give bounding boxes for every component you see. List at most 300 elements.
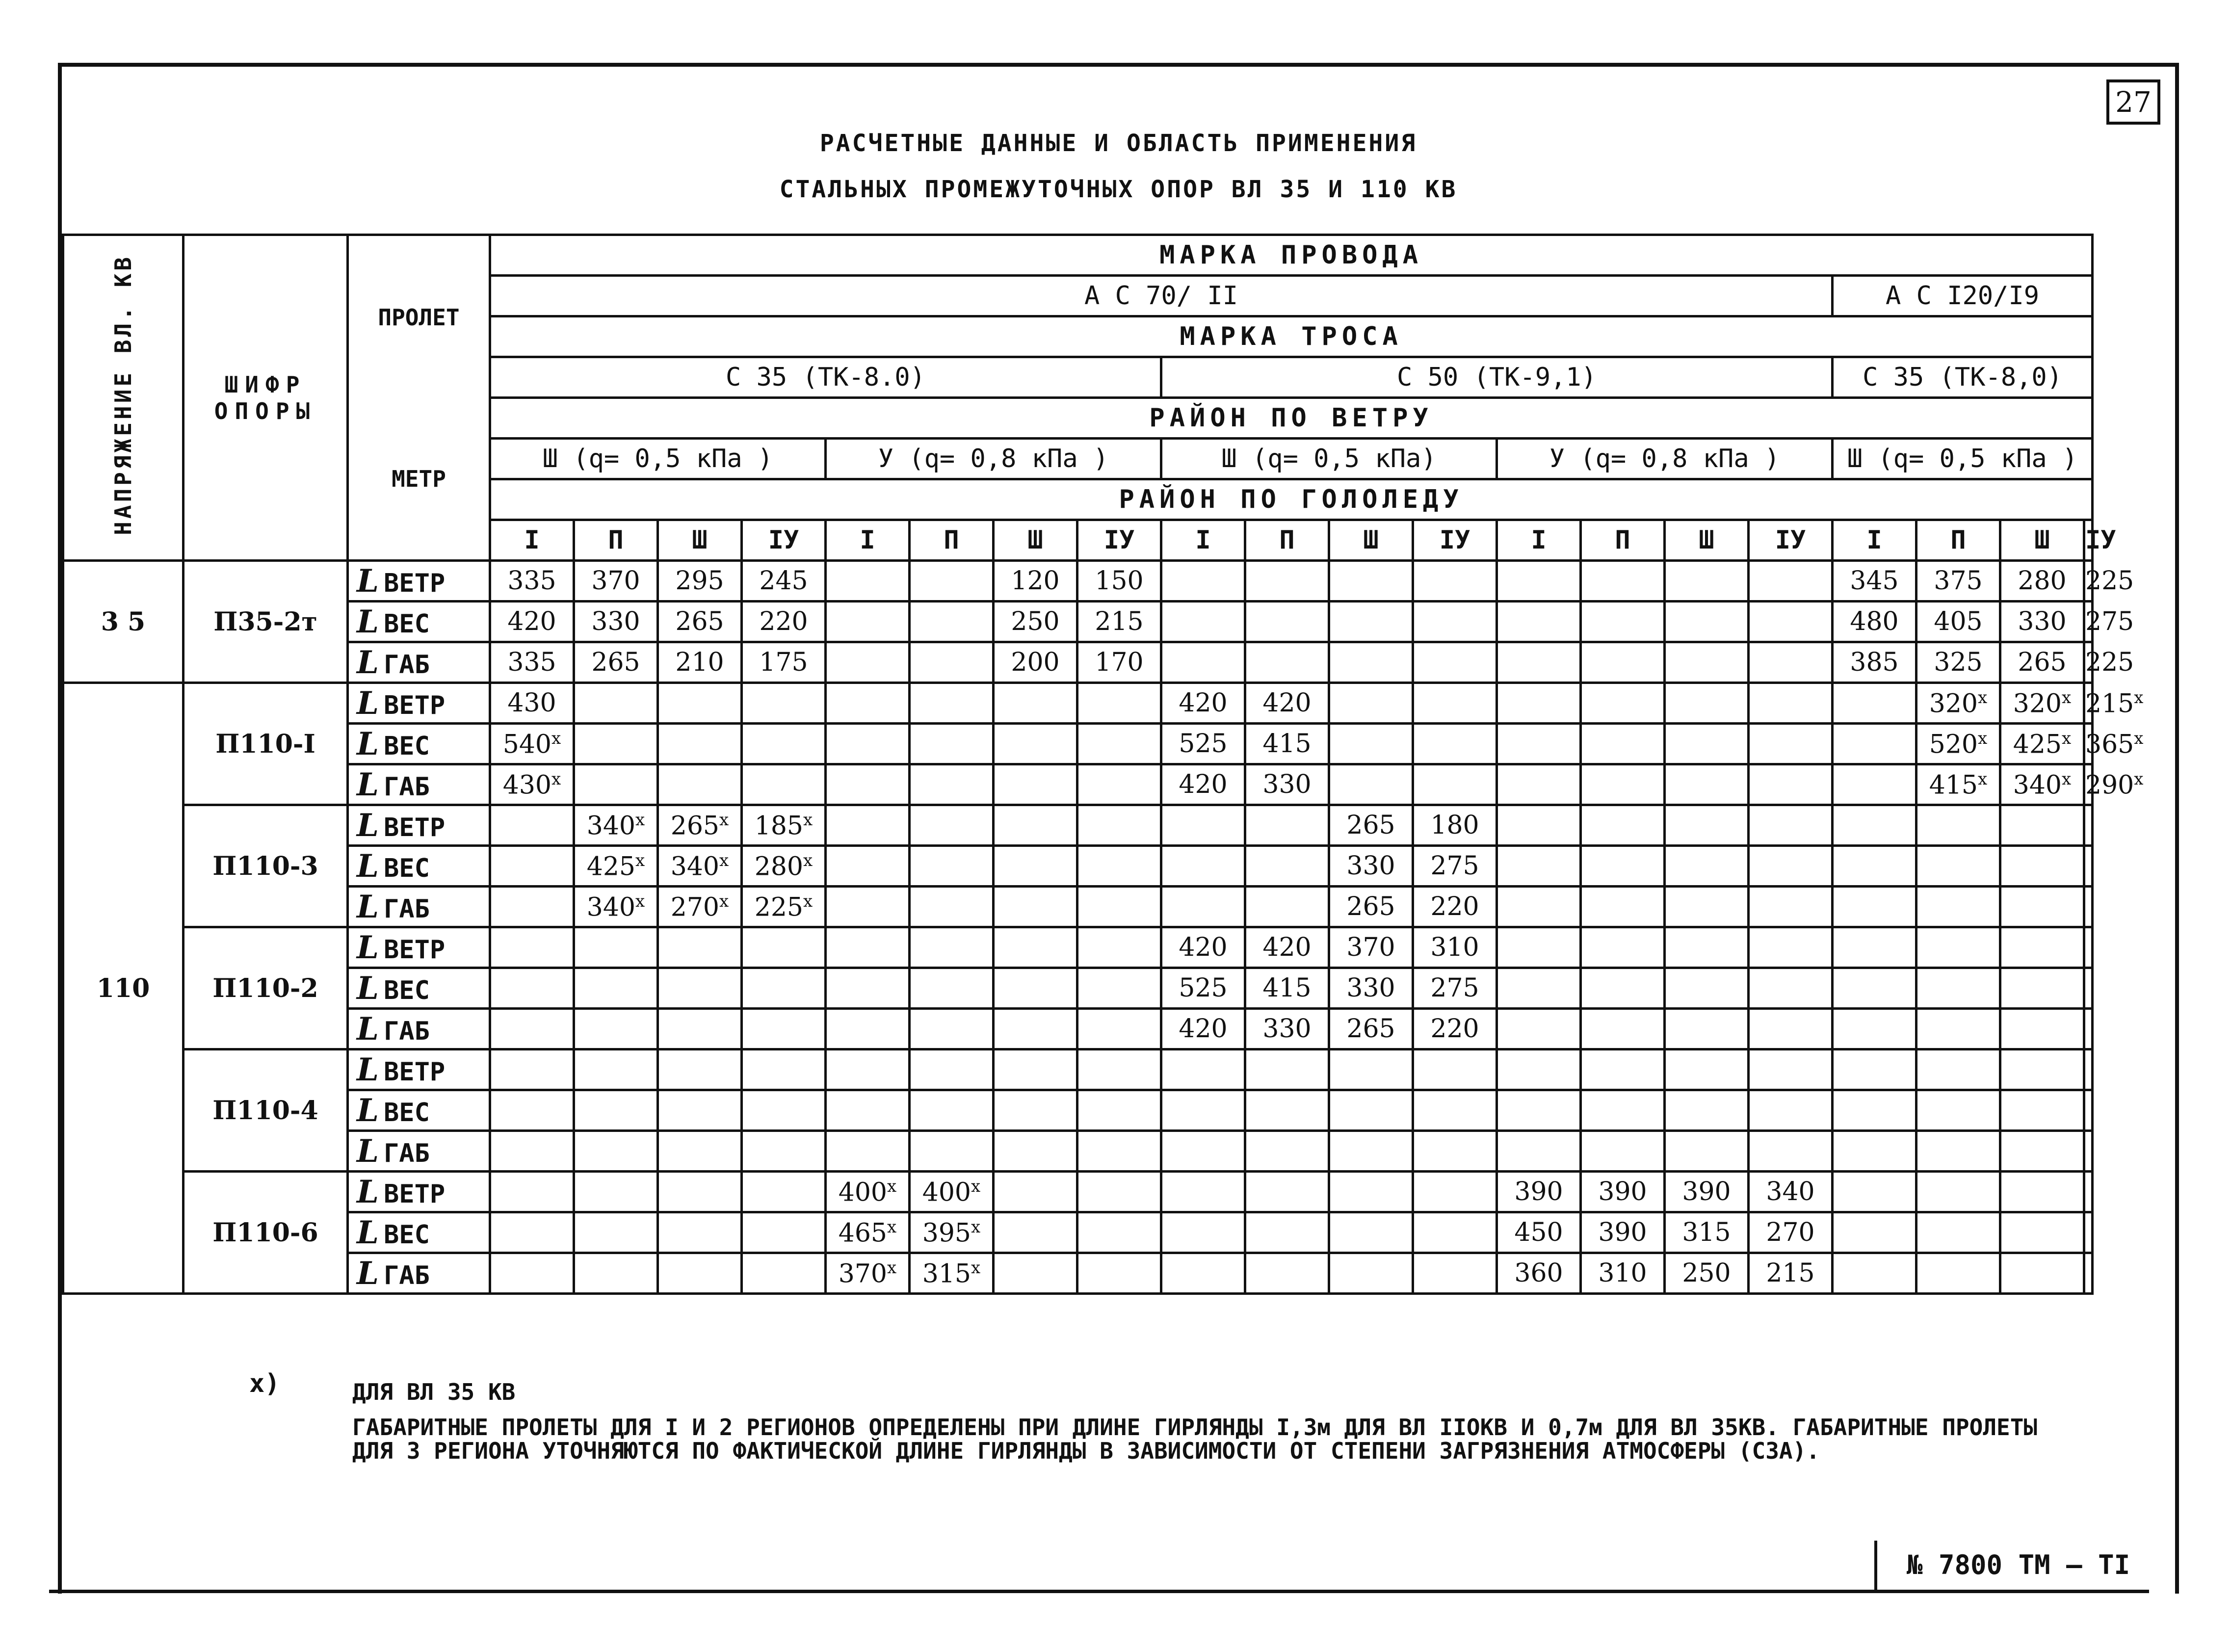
span-value-cell bbox=[1413, 1253, 1497, 1294]
span-value-cell: 420 bbox=[1245, 683, 1329, 724]
span-value-cell bbox=[1497, 1090, 1581, 1131]
span-value-cell: 290$^x$ bbox=[2084, 764, 2093, 805]
edge-pad bbox=[2093, 1212, 2175, 1253]
span-value-cell bbox=[658, 764, 742, 805]
span-parameter-name: ВЕС bbox=[384, 731, 430, 761]
span-value-cell bbox=[910, 724, 994, 764]
span-value-cell bbox=[2000, 927, 2084, 968]
ice-region-label: I bbox=[1833, 520, 1916, 561]
span-parameter-name: ГАБ bbox=[384, 650, 430, 680]
span-value-cell bbox=[1413, 764, 1497, 805]
span-value-cell: 365$^x$ bbox=[2084, 724, 2093, 764]
table-row bbox=[63, 724, 2176, 764]
footnote-marker: x bbox=[719, 891, 729, 911]
span-value-cell bbox=[1245, 805, 1329, 846]
table-row bbox=[63, 764, 2176, 805]
span-value-cell bbox=[490, 805, 574, 846]
span-value-cell bbox=[1833, 724, 1916, 764]
span-value-cell: 430 bbox=[490, 683, 574, 724]
table-row bbox=[63, 805, 2176, 846]
footnote-line-1: ДЛЯ ВЛ 35 КВ bbox=[352, 1379, 516, 1405]
table-row bbox=[63, 1172, 2176, 1212]
footnote-marker: x bbox=[635, 891, 645, 911]
span-value-cell bbox=[1245, 1172, 1329, 1212]
span-parameter-name: ГАБ bbox=[384, 1138, 430, 1168]
span-parameter-name: ВЕТР bbox=[384, 813, 446, 842]
span-parameter-cell bbox=[348, 1253, 490, 1294]
span-parameter-cell bbox=[348, 642, 490, 683]
footnote-marker: x bbox=[971, 1217, 981, 1237]
span-value-cell bbox=[742, 927, 826, 968]
span-value-cell bbox=[574, 1009, 658, 1049]
span-value-cell bbox=[2000, 1212, 2084, 1253]
span-parameter-cell bbox=[348, 968, 490, 1009]
span-value-cell bbox=[1833, 1172, 1916, 1212]
span-parameter-name: ВЕС bbox=[384, 975, 430, 1005]
span-value-cell bbox=[1749, 927, 1833, 968]
span-value-cell bbox=[994, 1049, 1077, 1090]
span-value-cell bbox=[1665, 968, 1749, 1009]
span-value-cell bbox=[1077, 724, 1161, 764]
span-symbol: L bbox=[357, 1092, 379, 1129]
footnote-marker: x bbox=[971, 1176, 981, 1196]
span-value-cell bbox=[1665, 561, 1749, 602]
spans-table bbox=[62, 234, 2175, 1295]
span-value-cell bbox=[1329, 1049, 1413, 1090]
span-value-cell bbox=[1916, 846, 2000, 887]
span-value-cell bbox=[490, 1049, 574, 1090]
span-parameter-name: ГАБ bbox=[384, 1016, 430, 1046]
span-value-cell bbox=[2084, 1253, 2093, 1294]
span-value-cell: 415 bbox=[1245, 724, 1329, 764]
span-value-cell bbox=[1665, 1049, 1749, 1090]
span-value-cell bbox=[1916, 1131, 2000, 1172]
span-value-cell bbox=[826, 927, 910, 968]
span-value-cell bbox=[1916, 1090, 2000, 1131]
span-value-cell: 420 bbox=[1161, 927, 1245, 968]
ice-region-label: Ш bbox=[2000, 520, 2084, 561]
span-value-cell: 275 bbox=[1413, 846, 1497, 887]
span-value-cell bbox=[1161, 1212, 1245, 1253]
span-value-cell bbox=[826, 642, 910, 683]
span-value-cell: 225 bbox=[2084, 561, 2093, 602]
span-value-cell bbox=[1833, 927, 1916, 968]
support-type-header: ШИФР ОПОРЫ bbox=[184, 235, 348, 561]
span-value-cell bbox=[574, 1253, 658, 1294]
footnote-marker: x bbox=[2134, 728, 2144, 748]
span-value-cell bbox=[1749, 846, 1833, 887]
span-value-cell bbox=[2000, 805, 2084, 846]
support-code-cell: П110-2 bbox=[184, 927, 348, 1049]
span-value-cell: 420 bbox=[1161, 683, 1245, 724]
span-value-cell: 420 bbox=[1245, 927, 1329, 968]
span-value-cell bbox=[658, 724, 742, 764]
span-value-cell: 215$^x$ bbox=[2084, 683, 2093, 724]
span-value-cell bbox=[490, 1172, 574, 1212]
span-value-cell: 150 bbox=[1077, 561, 1161, 602]
span-value-cell: 265 bbox=[574, 642, 658, 683]
span-parameter-name: ВЕТР bbox=[384, 935, 446, 965]
span-parameter-cell bbox=[348, 724, 490, 764]
span-symbol: L bbox=[357, 1051, 379, 1088]
span-value-cell: 320$^x$ bbox=[2000, 683, 2084, 724]
span-value-cell bbox=[742, 1131, 826, 1172]
span-value-cell bbox=[994, 1172, 1077, 1212]
span-value-cell bbox=[1161, 1090, 1245, 1131]
span-value-cell bbox=[1665, 642, 1749, 683]
span-value-cell bbox=[994, 724, 1077, 764]
span-value-cell: 420 bbox=[1161, 764, 1245, 805]
span-value-cell: 170 bbox=[1077, 642, 1161, 683]
span-value-cell bbox=[1245, 1253, 1329, 1294]
span-value-cell bbox=[1749, 805, 1833, 846]
span-value-cell bbox=[490, 927, 574, 968]
span-value-cell: 175 bbox=[742, 642, 826, 683]
span-value-cell bbox=[826, 1090, 910, 1131]
span-value-cell: 330 bbox=[1245, 764, 1329, 805]
ice-region-label: П bbox=[910, 520, 994, 561]
span-value-cell: 390 bbox=[1497, 1172, 1581, 1212]
span-value-cell bbox=[1581, 683, 1665, 724]
span-value-cell bbox=[490, 846, 574, 887]
span-value-cell bbox=[658, 1049, 742, 1090]
span-value-cell: 340$^x$ bbox=[658, 846, 742, 887]
span-value-cell bbox=[1497, 642, 1581, 683]
span-value-cell bbox=[742, 968, 826, 1009]
table-row bbox=[63, 642, 2176, 683]
span-value-cell bbox=[2000, 1049, 2084, 1090]
wind-region-header: РАЙОН ПО ВЕТРУ bbox=[490, 398, 2093, 439]
span-symbol: L bbox=[357, 1214, 379, 1251]
span-value-cell: 330 bbox=[1329, 968, 1413, 1009]
span-value-cell bbox=[1329, 1172, 1413, 1212]
ice-region-label: IУ bbox=[1749, 520, 1833, 561]
span-value-cell bbox=[1833, 1131, 1916, 1172]
span-value-cell bbox=[1833, 805, 1916, 846]
span-value-cell bbox=[574, 1172, 658, 1212]
span-value-cell: 265 bbox=[2000, 642, 2084, 683]
span-value-cell bbox=[490, 968, 574, 1009]
span-value-cell bbox=[1581, 887, 1665, 927]
table-row bbox=[63, 1009, 2176, 1049]
span-value-cell: 425$^x$ bbox=[574, 846, 658, 887]
table-row bbox=[63, 887, 2176, 927]
span-value-cell bbox=[1581, 1009, 1665, 1049]
span-value-cell bbox=[1077, 887, 1161, 927]
span-value-cell bbox=[1161, 642, 1245, 683]
span-value-cell bbox=[2084, 887, 2093, 927]
span-parameter-name: ВЕТР bbox=[384, 690, 446, 720]
span-value-cell bbox=[1413, 602, 1497, 642]
span-value-cell bbox=[1581, 927, 1665, 968]
span-value-cell bbox=[994, 846, 1077, 887]
footnote-marker: x bbox=[887, 1258, 897, 1278]
edge-pad bbox=[2093, 1172, 2175, 1212]
span-symbol: L bbox=[357, 1255, 379, 1292]
span-value-cell bbox=[1665, 846, 1749, 887]
span-value-cell: 320$^x$ bbox=[1916, 683, 2000, 724]
table-row bbox=[63, 846, 2176, 887]
span-value-cell bbox=[2084, 927, 2093, 968]
span-parameter-name: ГАБ bbox=[384, 1260, 430, 1290]
span-value-cell bbox=[1665, 805, 1749, 846]
table-row bbox=[63, 561, 2176, 602]
span-value-cell: 250 bbox=[994, 602, 1077, 642]
span-value-cell bbox=[1077, 1212, 1161, 1253]
span-value-cell: 220 bbox=[1413, 887, 1497, 927]
span-value-cell bbox=[490, 1009, 574, 1049]
span-value-cell bbox=[1665, 1090, 1749, 1131]
span-value-cell bbox=[1833, 1049, 1916, 1090]
support-code-cell: П110-3 bbox=[184, 805, 348, 927]
span-value-cell bbox=[1749, 602, 1833, 642]
footnote-marker: x bbox=[2062, 769, 2072, 789]
span-value-cell bbox=[742, 1009, 826, 1049]
span-value-cell bbox=[1581, 1131, 1665, 1172]
span-value-cell bbox=[1916, 927, 2000, 968]
span-value-cell bbox=[1581, 602, 1665, 642]
span-value-cell: 465$^x$ bbox=[826, 1212, 910, 1253]
span-value-cell bbox=[1497, 724, 1581, 764]
span-value-cell bbox=[826, 561, 910, 602]
span-value-cell bbox=[574, 764, 658, 805]
span-value-cell: 335 bbox=[490, 561, 574, 602]
span-parameter-name: ВЕТР bbox=[384, 568, 446, 598]
span-value-cell bbox=[1581, 724, 1665, 764]
span-value-cell bbox=[1916, 805, 2000, 846]
span-value-cell: 360 bbox=[1497, 1253, 1581, 1294]
span-value-cell bbox=[994, 887, 1077, 927]
span-value-cell bbox=[910, 1009, 994, 1049]
wind-region-2: У (q= 0,8 кПа ) bbox=[826, 439, 1161, 479]
span-value-cell bbox=[1665, 724, 1749, 764]
span-value-cell: 265 bbox=[1329, 805, 1413, 846]
span-value-cell bbox=[574, 927, 658, 968]
wind-region-5: Ш (q= 0,5 кПа ) bbox=[1833, 439, 2093, 479]
span-value-cell: 310 bbox=[1413, 927, 1497, 968]
span-value-cell: 340 bbox=[1749, 1172, 1833, 1212]
span-value-cell bbox=[1077, 1009, 1161, 1049]
table-row bbox=[63, 927, 2176, 968]
span-value-cell bbox=[1916, 1009, 2000, 1049]
span-value-cell bbox=[1413, 1090, 1497, 1131]
voltage-cell: 110 bbox=[63, 683, 184, 1294]
span-value-cell: 310 bbox=[1581, 1253, 1665, 1294]
span-parameter-cell bbox=[348, 927, 490, 968]
span-value-cell bbox=[910, 846, 994, 887]
span-value-cell bbox=[574, 1212, 658, 1253]
span-parameter-name: ВЕТР bbox=[384, 1057, 446, 1087]
span-value-cell: 330 bbox=[1245, 1009, 1329, 1049]
ice-region-label: Ш bbox=[1665, 520, 1749, 561]
span-value-cell bbox=[1916, 887, 2000, 927]
span-value-cell bbox=[574, 724, 658, 764]
span-value-cell bbox=[1497, 683, 1581, 724]
span-value-cell bbox=[1161, 1253, 1245, 1294]
footnote-marker: x bbox=[551, 728, 561, 748]
span-value-cell: 265 bbox=[1329, 887, 1413, 927]
span-symbol: L bbox=[357, 603, 379, 640]
span-parameter-name: ВЕТР bbox=[384, 1179, 446, 1209]
support-code-cell: П110-I bbox=[184, 683, 348, 805]
span-value-cell bbox=[826, 724, 910, 764]
span-value-cell bbox=[2000, 887, 2084, 927]
span-value-cell bbox=[658, 683, 742, 724]
footnote-marker: x bbox=[2134, 687, 2144, 708]
edge-pad bbox=[2093, 805, 2175, 846]
span-value-cell bbox=[910, 968, 994, 1009]
span-value-cell bbox=[1077, 805, 1161, 846]
ice-region-label: IУ bbox=[1413, 520, 1497, 561]
span-value-cell bbox=[658, 1172, 742, 1212]
span-value-cell bbox=[1077, 1253, 1161, 1294]
span-value-cell bbox=[574, 683, 658, 724]
span-value-cell bbox=[1749, 1090, 1833, 1131]
span-value-cell bbox=[2084, 1009, 2093, 1049]
span-value-cell bbox=[1749, 1009, 1833, 1049]
ice-region-label: I bbox=[1497, 520, 1581, 561]
span-parameter-cell bbox=[348, 1131, 490, 1172]
span-value-cell bbox=[1497, 927, 1581, 968]
span-value-cell: 220 bbox=[1413, 1009, 1497, 1049]
span-value-cell bbox=[2084, 1172, 2093, 1212]
span-value-cell bbox=[1161, 1049, 1245, 1090]
span-value-cell: 330 bbox=[2000, 602, 2084, 642]
edge-pad bbox=[2093, 887, 2175, 927]
span-value-cell bbox=[826, 887, 910, 927]
span-parameter-cell bbox=[348, 602, 490, 642]
span-value-cell bbox=[2000, 1172, 2084, 1212]
span-value-cell bbox=[910, 561, 994, 602]
span-value-cell: 390 bbox=[1581, 1212, 1665, 1253]
span-value-cell bbox=[1077, 1049, 1161, 1090]
span-value-cell bbox=[742, 764, 826, 805]
span-value-cell bbox=[910, 1131, 994, 1172]
span-value-cell bbox=[1581, 642, 1665, 683]
span-value-cell bbox=[1665, 764, 1749, 805]
table-row bbox=[63, 602, 2176, 642]
span-value-cell bbox=[1497, 805, 1581, 846]
span-value-cell bbox=[1077, 1172, 1161, 1212]
span-value-cell: 185$^x$ bbox=[742, 805, 826, 846]
span-value-cell bbox=[1077, 846, 1161, 887]
span-value-cell bbox=[1749, 1049, 1833, 1090]
edge-pad bbox=[2093, 1131, 2175, 1172]
span-value-cell bbox=[2084, 846, 2093, 887]
support-code-cell: П110-4 bbox=[184, 1049, 348, 1172]
span-value-cell bbox=[1245, 602, 1329, 642]
footnote-marker: x bbox=[887, 1217, 897, 1237]
span-parameter-cell bbox=[348, 1212, 490, 1253]
span-value-cell bbox=[1749, 968, 1833, 1009]
span-symbol: L bbox=[357, 766, 379, 803]
span-value-cell bbox=[658, 968, 742, 1009]
footnote-marker: x bbox=[551, 769, 561, 789]
span-value-cell bbox=[1497, 1009, 1581, 1049]
span-value-cell bbox=[1077, 1131, 1161, 1172]
span-value-cell bbox=[1497, 1131, 1581, 1172]
cable-c35-a: С 35 (ТК-8.0) bbox=[490, 357, 1161, 398]
span-value-cell bbox=[2084, 1090, 2093, 1131]
span-value-cell bbox=[1497, 846, 1581, 887]
span-value-cell: 250 bbox=[1665, 1253, 1749, 1294]
span-value-cell bbox=[910, 683, 994, 724]
span-value-cell bbox=[1413, 724, 1497, 764]
span-value-cell: 330 bbox=[1329, 846, 1413, 887]
edge-pad bbox=[2093, 1009, 2175, 1049]
span-value-cell: 225 bbox=[2084, 642, 2093, 683]
span-value-cell: 180 bbox=[1413, 805, 1497, 846]
span-parameter-cell bbox=[348, 1049, 490, 1090]
span-value-cell bbox=[1581, 1090, 1665, 1131]
ice-region-label: П bbox=[1245, 520, 1329, 561]
span-value-cell bbox=[1077, 968, 1161, 1009]
span-symbol: L bbox=[357, 807, 379, 844]
span-value-cell: 210 bbox=[658, 642, 742, 683]
span-value-cell: 415 bbox=[1245, 968, 1329, 1009]
span-value-cell bbox=[658, 1090, 742, 1131]
span-value-cell bbox=[826, 1131, 910, 1172]
span-parameter-name: ВЕС bbox=[384, 609, 430, 639]
span-value-cell: 265$^x$ bbox=[658, 805, 742, 846]
footnote-marker: x bbox=[803, 810, 813, 830]
span-value-cell: 120 bbox=[994, 561, 1077, 602]
span-value-cell bbox=[1245, 1049, 1329, 1090]
span-value-cell bbox=[1329, 1212, 1413, 1253]
wind-region-1: Ш (q= 0,5 кПа ) bbox=[490, 439, 826, 479]
span-value-cell: 295 bbox=[658, 561, 742, 602]
ice-region-label: I bbox=[490, 520, 574, 561]
span-value-cell bbox=[2000, 1090, 2084, 1131]
wire-brand-header: МАРКА ПРОВОДА bbox=[490, 235, 2093, 276]
span-value-cell bbox=[1329, 602, 1413, 642]
span-value-cell bbox=[1833, 683, 1916, 724]
span-value-cell bbox=[1161, 561, 1245, 602]
footnote-marker: x bbox=[719, 810, 729, 830]
span-value-cell bbox=[1329, 642, 1413, 683]
table-row bbox=[63, 1049, 2176, 1090]
span-value-cell bbox=[994, 764, 1077, 805]
span-value-cell: 370 bbox=[574, 561, 658, 602]
span-value-cell bbox=[1413, 683, 1497, 724]
span-value-cell bbox=[910, 805, 994, 846]
ice-region-label: I bbox=[1161, 520, 1245, 561]
span-value-cell bbox=[1833, 1253, 1916, 1294]
span-value-cell bbox=[1581, 846, 1665, 887]
span-symbol: L bbox=[357, 644, 379, 681]
span-value-cell bbox=[826, 1009, 910, 1049]
span-value-cell: 525 bbox=[1161, 968, 1245, 1009]
span-value-cell bbox=[1665, 927, 1749, 968]
ice-region-label: IУ bbox=[742, 520, 826, 561]
footnote-marker: x bbox=[971, 1258, 981, 1278]
span-value-cell: 270 bbox=[1749, 1212, 1833, 1253]
span-value-cell: 200 bbox=[994, 642, 1077, 683]
span-value-cell: 390 bbox=[1581, 1172, 1665, 1212]
span-value-cell: 420 bbox=[490, 602, 574, 642]
footnote-marker: x bbox=[1978, 769, 1988, 789]
span-value-cell bbox=[1329, 764, 1413, 805]
span-parameter-cell bbox=[348, 683, 490, 724]
span-value-cell bbox=[994, 1090, 1077, 1131]
footnote-marker: x bbox=[719, 850, 729, 870]
span-value-cell bbox=[1916, 968, 2000, 1009]
edge-pad bbox=[2093, 1090, 2175, 1131]
span-value-cell bbox=[1833, 846, 1916, 887]
span-value-cell bbox=[574, 968, 658, 1009]
span-value-cell bbox=[1077, 683, 1161, 724]
span-value-cell bbox=[574, 1090, 658, 1131]
